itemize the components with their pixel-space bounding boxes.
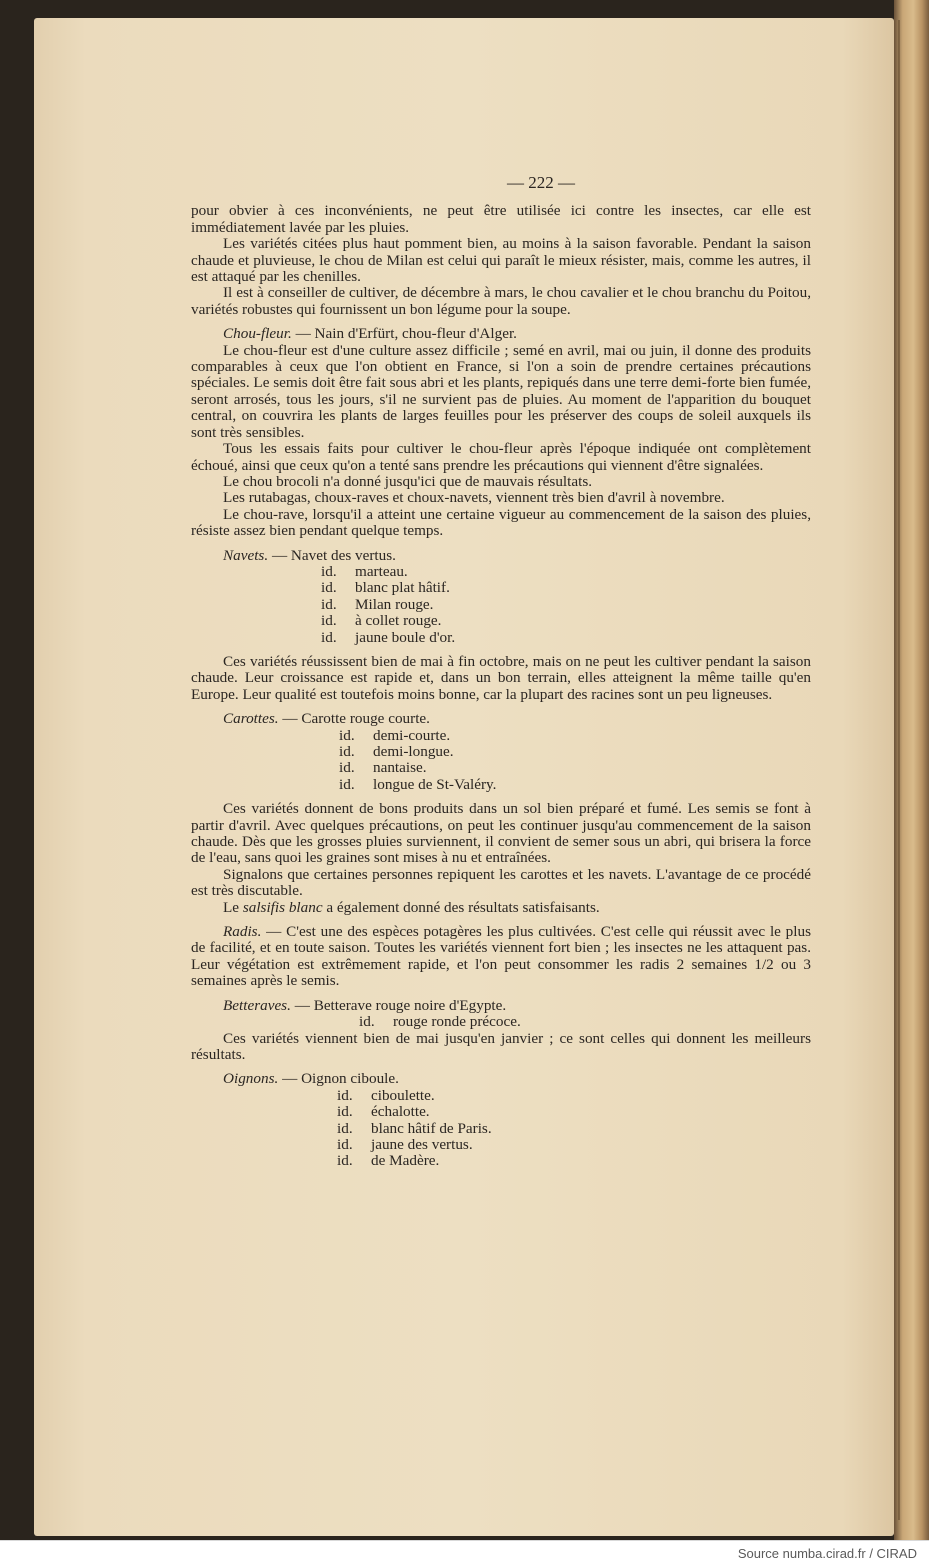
- navets-list: [191, 548, 811, 646]
- carottes-first: — Carotte rouge courte.: [278, 710, 430, 728]
- oignons-label: Oignons.: [223, 1070, 279, 1088]
- chou-fleur-label: Chou-fleur.: [223, 325, 292, 343]
- salsifis-paragraph: Le salsifis blanc a également donné des résultats satisfaisants.: [223, 898, 600, 916]
- navets-paragraph: Ces variétés réussissent bien de mai à fin octobre, mais on ne peut les cultiver pendant la saison chaude. Leur croissance est rapide et, dans un bon terrain, elles atteignent la même taille qu'en Europe. Leur qualité est toutefois moins bonne, car la plupart des racines sont un peu ligneuses.: [191, 652, 811, 703]
- radis-paragraph: [191, 924, 811, 990]
- chou-fleur-paragraph-5: Le chou-rave, lorsqu'il a atteint une certaine vigueur au commencement de la saison des pluies, résiste assez bien pendant quelque temps.: [191, 505, 811, 540]
- navets-item: id. Milan rouge.: [321, 595, 434, 613]
- oignons-item: id. de Madère.: [337, 1152, 440, 1170]
- carottes-paragraph-1: Ces variétés donnent de bons produits dans un sol bien préparé et fumé. Les semis se font à partir d'avril. Avec quelques précautions, on peut les continuer jusqu'au commencement de la saison chaude. Dès que les grosses pluies surviennent, il convient de semer sous un abri, qui brisera la force de l'eau, sans quoi les graines sont mises à nu et entraînées.: [191, 800, 811, 867]
- radis-text: — C'est une des espèces potagères les plus cultivées. C'est celle qui réussit avec le plus de facilité, et en toute saison. Toutes les variétés viennent fort bien ; les insectes ne les attaquent pas. Leur végétation est extrêmement rapide, et l'on peut consommer les radis 2 semaines 1/2 ou 3 semaines après le semis.: [191, 923, 811, 990]
- betteraves-first: — Betterave rouge noire d'Egypte.: [290, 996, 507, 1014]
- oignons-item: id. jaune des vertus.: [337, 1135, 473, 1153]
- oignons-item: id. ciboulette.: [337, 1086, 435, 1104]
- oignons-list: [191, 1071, 811, 1169]
- carottes-paragraph-2: Signalons que certaines personnes repiquent les carottes et les navets. L'avantage de ce procédé est très discutable.: [191, 865, 811, 900]
- chou-fleur-line: — Nain d'Erfürt, chou-fleur d'Alger.: [291, 325, 517, 343]
- oignons-item: id. échalotte.: [337, 1103, 430, 1121]
- radis-label: Radis.: [223, 923, 262, 941]
- chou-fleur-paragraph-4: Les rutabagas, choux-raves et choux-navets, viennent très bien d'avril à novembre.: [223, 489, 725, 507]
- oignons-first: — Oignon ciboule.: [278, 1070, 399, 1088]
- salsifis-label: salsifis blanc: [242, 898, 323, 916]
- navets-item: id. à collet rouge.: [321, 612, 442, 630]
- oignons-heading: [191, 1071, 811, 1087]
- source-credit: Source numba.cirad.fr / CIRAD: [737, 1546, 917, 1561]
- carottes-item: id. demi-longue.: [339, 743, 454, 760]
- footer-bar: [0, 1540, 929, 1567]
- chou-fleur-paragraph-2: Tous les essais faits pour cultiver le chou-fleur après l'époque indiquée ont complètement échoué, ainsi que ceux qu'on a tenté sans prendre les précautions qui viennent d'être signalées.: [191, 440, 811, 474]
- navets-item: id. blanc plat hâtif.: [321, 579, 450, 597]
- betteraves-list: [191, 998, 811, 1031]
- carottes-item: id. demi-courte.: [339, 726, 451, 744]
- betteraves-heading: [191, 998, 811, 1014]
- page-text: [191, 175, 811, 1170]
- paragraph-2: Les variétés citées plus haut pomment bien, au moins à la saison favorable. Pendant la saison chaude et pluvieuse, le chou de Milan est celui qui paraît le mieux résister, mais, comme les autres, il est attaqué par les chenilles.: [191, 235, 811, 286]
- chou-fleur-paragraph-3: Le chou brocoli n'a donné jusqu'ici que de mauvais résultats.: [223, 472, 593, 490]
- navets-first: — Navet des vertus.: [268, 546, 396, 564]
- page-number: — 222 —: [507, 173, 575, 192]
- paragraph-1: pour obvier à ces inconvénients, ne peut être utilisée ici contre les insectes, car elle est immédiatement lavée par les pluies.: [191, 202, 811, 236]
- page-edge: [894, 0, 929, 1540]
- betteraves-label: Betteraves.: [223, 996, 291, 1014]
- betteraves-item: id. rouge ronde précoce.: [359, 1013, 521, 1031]
- carottes-heading: [191, 711, 811, 727]
- carottes-list: [191, 711, 811, 793]
- navets-item: id. marteau.: [321, 562, 408, 580]
- chou-fleur-paragraph-1: Le chou-fleur est d'une culture assez difficile ; semé en avril, mai ou juin, il donne des produits comparables à ceux que l'on obtient en France, si l'on a soin de prendre certaines précautions spéciales. Le semis doit être fait sous abri et les plants, repiqués dans une terre demi-forte bien fumée, seront arrosés, tous les jours, s'il ne survient pas de pluies. Au moment de l'apparition du bouquet central, on couvrira les plants de larges feuilles pour les préserver des coups de soleil auxquels ils sont très sensibles.: [191, 341, 811, 441]
- navets-item: id. jaune boule d'or.: [321, 628, 456, 646]
- betteraves-paragraph: Ces variétés viennent bien de mai jusqu'en janvier ; ce sont celles qui donnent les meilleurs résultats.: [191, 1029, 811, 1063]
- carottes-label: Carottes.: [223, 710, 279, 728]
- navets-label: Navets.: [223, 546, 269, 564]
- paragraph-3: Il est à conseiller de cultiver, de décembre à mars, le chou cavalier et le chou branchu du Poitou, variétés robustes qui fournissent un bon légume pour la soupe.: [191, 284, 811, 318]
- carottes-item: id. longue de St-Valéry.: [339, 775, 497, 793]
- carottes-item: id. nantaise.: [339, 759, 427, 777]
- navets-heading: [191, 548, 811, 564]
- chou-fleur-heading: [191, 326, 811, 342]
- oignons-item: id. blanc hâtif de Paris.: [337, 1119, 492, 1137]
